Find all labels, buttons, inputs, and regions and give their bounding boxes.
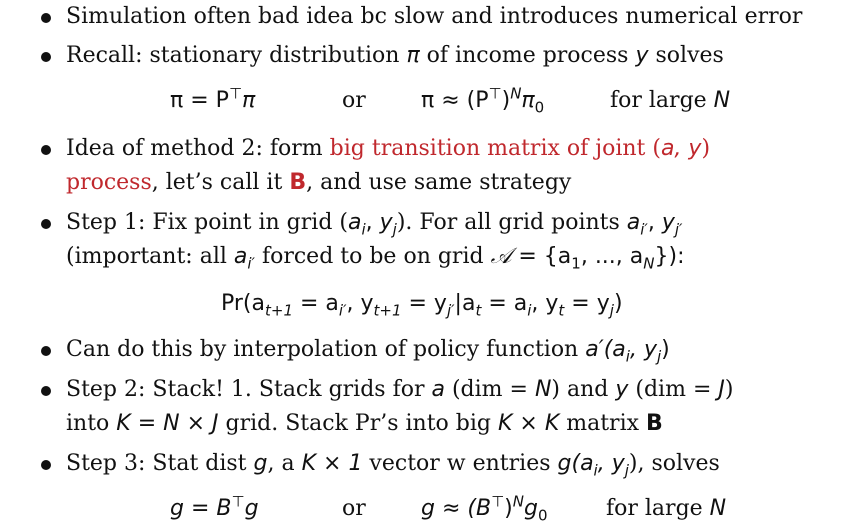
bullet-dot	[41, 460, 51, 470]
sub: i′	[338, 301, 347, 320]
bullet-dot	[41, 219, 51, 229]
text-span: , and use same strategy	[306, 170, 572, 195]
eq-left: π = P	[170, 88, 229, 113]
text-span: (dim =	[628, 377, 719, 402]
var-y: , y	[629, 337, 657, 362]
var-a: a	[626, 210, 641, 235]
sub: i	[527, 301, 532, 320]
eq-part: = y	[564, 291, 610, 316]
var-y: y	[615, 377, 629, 402]
sub: t	[558, 301, 565, 320]
eq-part: = a	[293, 291, 339, 316]
text-span: }):	[654, 244, 685, 269]
transpose-sup: ⊤	[231, 492, 245, 511]
eq-part: , y	[531, 291, 559, 316]
text-span: , let’s call it	[151, 170, 290, 195]
bullet-text	[66, 208, 682, 238]
text-span: for large	[606, 496, 710, 521]
text-span: Can do this by interpolation of policy function	[66, 337, 586, 362]
var-a: a	[431, 377, 445, 402]
sub-j: j	[392, 220, 397, 239]
eq-part: , y	[346, 291, 374, 316]
sub: t+1	[265, 301, 293, 320]
text-span: of income process	[419, 43, 636, 68]
var-y: , y	[597, 451, 625, 476]
sub-i: i	[593, 461, 598, 480]
bullet-text	[66, 449, 720, 479]
eq-or-2: or	[342, 496, 366, 521]
bullet-text	[66, 242, 685, 272]
text-span: (important: all	[66, 244, 234, 269]
highlight-text: )	[701, 136, 711, 161]
sub-0: 0	[537, 506, 548, 525]
sub-j: j	[656, 347, 662, 366]
eq-pr: Pr(a	[221, 291, 265, 316]
equation-power-g	[421, 494, 547, 524]
comma: ,	[365, 210, 380, 235]
sub-i: i	[361, 220, 366, 239]
var-N: N	[534, 377, 552, 402]
eq-right: π ≈ (P	[421, 88, 489, 113]
text-span: = {a	[511, 244, 572, 269]
text-span: solves	[648, 43, 724, 68]
sub-i: i	[625, 347, 630, 366]
sub-0: 0	[534, 98, 545, 117]
eq-left-end: g	[244, 496, 259, 521]
eq-or-1: or	[342, 88, 366, 113]
bullet-text	[66, 41, 724, 71]
var-K: K = N × J	[116, 411, 219, 436]
eq-tail-3	[606, 494, 726, 524]
bullet-dot	[41, 145, 51, 155]
text-span: vector w entries	[362, 451, 558, 476]
transpose-sup: ⊤	[491, 492, 505, 511]
text-span: Step 2: Stack! 1. Stack grids for	[66, 377, 432, 402]
pi-symbol: π	[521, 88, 535, 113]
text-span: Step 3: Stat dist	[66, 451, 254, 476]
text-span: Idea of method 2: form	[66, 136, 330, 161]
matrix-B: B	[289, 170, 307, 195]
var-y: y	[661, 210, 675, 235]
equation-transition-prob	[221, 289, 623, 319]
var-g: g	[523, 496, 538, 521]
text-span: (dim =	[444, 377, 535, 402]
bullet-dot	[41, 346, 51, 356]
eq-part: = a	[481, 291, 528, 316]
text-span: Recall: stationary distribution	[66, 43, 407, 68]
sub-j-prime: j′	[674, 220, 683, 239]
bullet-dot	[41, 386, 51, 396]
equation-stationary	[170, 86, 255, 116]
sub: t+1	[373, 301, 402, 320]
text-span: ). For all grid points	[396, 210, 627, 235]
paren: )	[501, 88, 511, 113]
var-a: a	[347, 210, 362, 235]
eq-left-end: π	[242, 88, 256, 113]
bullet-text	[66, 168, 571, 198]
sub-i-prime: i′	[247, 254, 255, 273]
highlight-vars: a, y	[660, 136, 702, 161]
var-J: J	[718, 377, 725, 402]
bullet-text	[66, 409, 663, 439]
sub: j′	[446, 301, 455, 320]
text-span: )	[724, 377, 734, 402]
bullet-text	[66, 134, 710, 164]
text-span: grid. Stack Pr’s into big	[218, 411, 498, 436]
bullet-dot	[41, 13, 51, 23]
pi-symbol: π	[406, 43, 420, 68]
highlight-text: big transition matrix of joint (	[329, 136, 661, 161]
sub-i-prime: i′	[640, 220, 648, 239]
var-g: g	[253, 451, 268, 476]
eq-part: = y	[401, 291, 447, 316]
grid-A: 𝒜	[490, 244, 512, 269]
equation-power	[421, 86, 544, 116]
eq-tail-1	[610, 86, 730, 116]
transpose-sup: ⊤	[488, 84, 502, 103]
bullet-dot	[41, 52, 51, 62]
bullet-text	[66, 335, 670, 365]
power-N: N	[512, 492, 524, 511]
var-N: N	[713, 88, 731, 113]
text-span: ) and	[551, 377, 616, 402]
text-span: matrix	[559, 411, 647, 436]
var-y: y	[379, 210, 393, 235]
paren: )	[504, 496, 513, 521]
sub-1: 1	[571, 254, 581, 273]
transpose-sup: ⊤	[228, 84, 243, 103]
var-a: a	[233, 244, 248, 269]
comma: ,	[647, 210, 662, 235]
power-N: N	[510, 84, 522, 103]
equation-stat-dist	[170, 494, 259, 524]
sub-N: N	[643, 254, 655, 273]
bullet-text: Simulation often bad idea bc slow and introduces numerical error	[66, 4, 803, 29]
eq-left: g = B	[170, 496, 232, 521]
var-Kx1: K × 1	[301, 451, 363, 476]
eq-part: )	[613, 291, 623, 316]
eq-right: g ≈ (B	[421, 496, 492, 521]
sub: t	[475, 301, 482, 320]
sub-j: j	[624, 461, 629, 480]
eq-part: |a	[454, 291, 476, 316]
matrix-B: B	[646, 411, 663, 436]
var-KxK: K × K	[497, 411, 560, 436]
text-span: ), solves	[628, 451, 720, 476]
text-span: , a	[267, 451, 302, 476]
text-span: Step 1: Fix point in grid (	[66, 210, 348, 235]
text-span: forced to be on grid	[254, 244, 491, 269]
sub: j	[609, 301, 614, 320]
var-N: N	[709, 496, 727, 521]
text-span: into	[66, 411, 117, 436]
policy-fn: a′(a	[585, 337, 626, 362]
highlight-text: process	[66, 170, 152, 195]
text-span: , ..., a	[580, 244, 644, 269]
bullet-text	[66, 375, 733, 405]
text-span: for large	[610, 88, 714, 113]
var-y: y	[635, 43, 649, 68]
paren: )	[661, 337, 670, 362]
g-fn: g(a	[557, 451, 594, 476]
